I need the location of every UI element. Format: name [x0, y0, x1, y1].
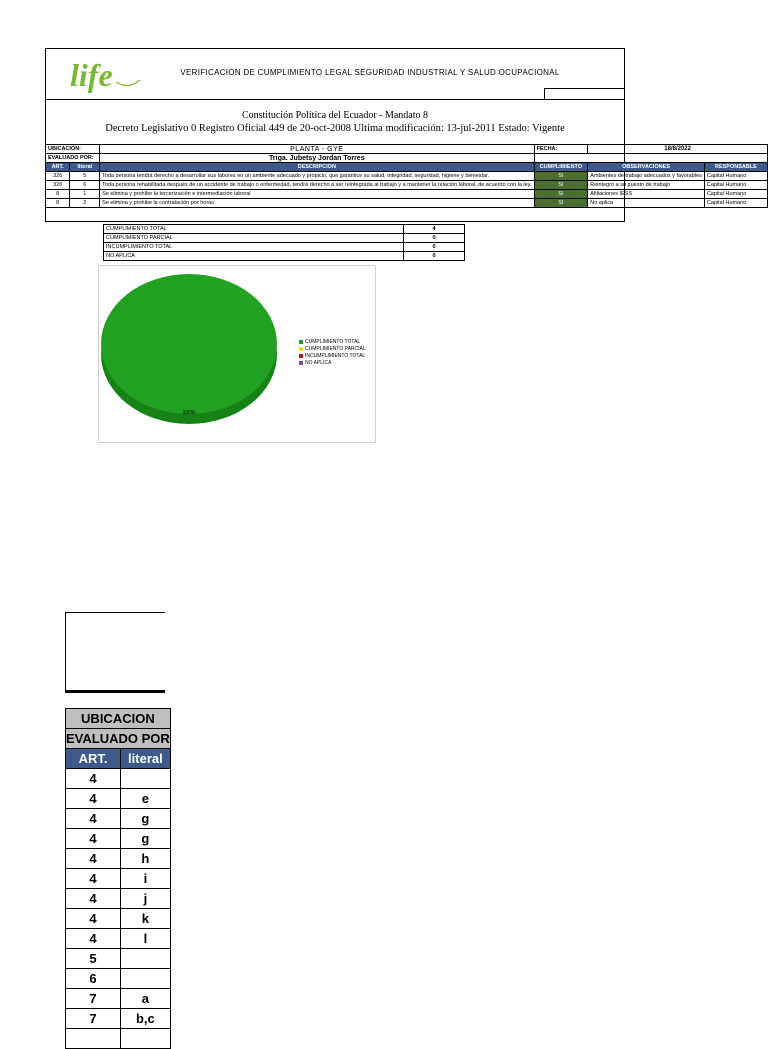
evaluado-row — [46, 154, 768, 163]
pie-slice-cumplimiento-total — [101, 274, 277, 414]
lower-row-art: 4 — [66, 869, 121, 889]
summary-value: 4 — [404, 225, 465, 234]
lower-row-art: 5 — [66, 949, 121, 969]
row-observaciones: Afiliaciones IESS — [588, 190, 705, 199]
lower-table-row — [66, 909, 171, 929]
lower-row-art: 4 — [66, 809, 121, 829]
summary-table — [103, 224, 465, 261]
col-responsable: RESPONSABLE — [704, 163, 767, 172]
legend-swatch-icon — [299, 361, 303, 365]
lower-row-literal: i — [121, 869, 171, 889]
fecha-value: 18/8/2022 — [588, 145, 768, 154]
legend-item — [299, 339, 366, 346]
summary-label: NO APLICA — [104, 252, 404, 261]
lower-row-art: 7 — [66, 989, 121, 1009]
summary-label: CUMPLIMIENTO PARCIAL — [104, 234, 404, 243]
col-literal: literal — [70, 163, 100, 172]
lower-table-row — [66, 929, 171, 949]
row-descripcion: Se elimina y prohíbe la tercerización e intermediación laboral — [100, 190, 534, 199]
lower-table-row — [66, 1029, 171, 1049]
row-observaciones: Reintegro a su puesto de trabajo — [588, 181, 705, 190]
summary-row — [104, 234, 465, 243]
lower-table-row — [66, 789, 171, 809]
legend-swatch-icon — [299, 347, 303, 351]
lower-row-literal — [121, 949, 171, 969]
document-title: VERIFICACION DE CUMPLIMIENTO LEGAL SEGURIDAD INDUSTRIAL Y SALUD OCUPACIONAL — [180, 68, 560, 77]
lower-table-row — [66, 829, 171, 849]
lower-row-literal: a — [121, 989, 171, 1009]
evaluado-blank — [534, 154, 767, 163]
lower-row-literal: l — [121, 929, 171, 949]
lower-row-art: 4 — [66, 829, 121, 849]
row-cumplimiento: SI — [534, 181, 588, 190]
pie-data-label: 100% — [182, 410, 196, 416]
lower-row-literal: j — [121, 889, 171, 909]
header-divider — [45, 99, 625, 100]
row-responsable: Capital Humano — [704, 190, 767, 199]
summary-value: 0 — [404, 234, 465, 243]
lower-row-art: 4 — [66, 889, 121, 909]
row-cumplimiento: SI — [534, 199, 588, 208]
summary-label: INCUMPLIMIENTO TOTAL — [104, 243, 404, 252]
lower-col-art: ART. — [66, 749, 121, 769]
life-logo — [66, 54, 146, 96]
legend-label: NO APLICA — [305, 360, 332, 366]
row-observaciones: No aplica — [588, 199, 705, 208]
compliance-table — [45, 144, 768, 208]
lower-ubicacion-label: UBICACION — [66, 709, 171, 729]
chart-legend — [299, 339, 366, 367]
row-descripcion: Toda persona rehabilitada después de un accidente de trabajo o enfermedad, tendrá derecho a ser reintegrada al trabajo y a mantener la relación laboral, de acuerdo con la ley. — [100, 181, 534, 190]
lower-row-literal: b,c — [121, 1009, 171, 1029]
col-descripcion: DESCRIPCION — [100, 163, 534, 172]
lower-row-art: 7 — [66, 1009, 121, 1029]
lower-evaluado-label: EVALUADO POR — [66, 729, 171, 749]
row-responsable: Capital Humano — [704, 199, 767, 208]
lower-col-literal: literal — [121, 749, 171, 769]
row-cumplimiento: SI — [534, 190, 588, 199]
table-row — [46, 172, 768, 181]
row-art: 8 — [46, 190, 70, 199]
row-observaciones: Ambientes de trabajo adecuados y favorables — [588, 172, 705, 181]
legend-item — [299, 360, 366, 367]
summary-value: 0 — [404, 243, 465, 252]
lower-table-row — [66, 1009, 171, 1029]
lower-row-literal — [121, 769, 171, 789]
row-responsable: Capital Humano — [704, 181, 767, 190]
summary-row — [104, 252, 465, 261]
lower-table — [65, 708, 171, 1049]
lower-row-art: 4 — [66, 789, 121, 809]
lower-row-literal: h — [121, 849, 171, 869]
row-art: 326 — [46, 172, 70, 181]
row-responsable: Capital Humano — [704, 172, 767, 181]
lower-table-row — [66, 809, 171, 829]
lower-table-row — [66, 989, 171, 1009]
table-header-row — [46, 163, 768, 172]
legal-source-detail: Decreto Legislativo 0 Registro Oficial 449 de 20-oct-2008 Ultima modificación: 13-jul-2011 Estado: Vigente — [105, 123, 565, 134]
legend-label: CUMPLIMIENTO TOTAL — [305, 339, 361, 345]
lower-header-row — [66, 749, 171, 769]
row-art: 8 — [46, 199, 70, 208]
lower-sheet-divider — [65, 690, 165, 693]
ubicacion-row — [46, 145, 768, 154]
row-literal: 6 — [70, 181, 100, 190]
lower-row-art: 4 — [66, 909, 121, 929]
row-literal: 5 — [70, 172, 100, 181]
lower-table-row — [66, 769, 171, 789]
summary-row — [104, 225, 465, 234]
lower-row-art — [66, 1029, 121, 1049]
lower-ubicacion-row — [66, 709, 171, 729]
lower-row-literal — [121, 969, 171, 989]
lower-table-row — [66, 869, 171, 889]
row-art: 326 — [46, 181, 70, 190]
lower-table-row — [66, 849, 171, 869]
lower-table-row — [66, 949, 171, 969]
legend-swatch-icon — [299, 340, 303, 344]
col-art: ART. — [46, 163, 70, 172]
legend-swatch-icon — [299, 354, 303, 358]
lower-table-row — [66, 889, 171, 909]
col-cumplimiento: CUMPLIMIENTO — [534, 163, 588, 172]
row-descripcion: Se elimina y prohibe la contratación por horas — [100, 199, 534, 208]
lower-sheet-header — [65, 612, 165, 692]
lower-row-literal — [121, 1029, 171, 1049]
legend-label: CUMPLIMIENTO PARCIAL — [305, 346, 366, 352]
legal-source-title: Constitución Política del Ecuador - Mandato 8 — [241, 110, 429, 121]
summary-value: 0 — [404, 252, 465, 261]
legend-item — [299, 346, 366, 353]
lower-row-literal: g — [121, 809, 171, 829]
row-cumplimiento: SI — [534, 172, 588, 181]
row-literal: 1 — [70, 190, 100, 199]
fecha-label: FECHA: — [534, 145, 588, 154]
lower-row-literal: k — [121, 909, 171, 929]
legend-item — [299, 353, 366, 360]
table-row — [46, 190, 768, 199]
table-row — [46, 199, 768, 208]
lower-row-art: 4 — [66, 769, 121, 789]
lower-table-row — [66, 969, 171, 989]
ubicacion-label: UBICACIÓN: — [46, 145, 100, 154]
evaluado-label: EVALUADO POR: — [46, 154, 100, 163]
summary-row — [104, 243, 465, 252]
lower-row-art: 4 — [66, 929, 121, 949]
evaluado-value: Triga. Jubetsy Jordan Torres — [100, 154, 534, 163]
lower-row-art: 6 — [66, 969, 121, 989]
lower-row-art: 4 — [66, 849, 121, 869]
legend-label: INCUMPLIMIENTO TOTAL — [305, 353, 366, 359]
lower-sheet-edge — [163, 612, 165, 692]
col-observaciones: OBSERVACIONES — [588, 163, 705, 172]
table-row — [46, 181, 768, 190]
lower-row-literal: e — [121, 789, 171, 809]
logo-text: life — [70, 57, 113, 93]
row-literal: 2 — [70, 199, 100, 208]
row-descripcion: Toda persona tendrá derecho a desarrollar sus labores en un ambiente adecuado y propicio, que garantice su salud, integridad, seguridad, higiene y bienestar. — [100, 172, 534, 181]
ubicacion-value: PLANTA - GYE — [100, 145, 534, 154]
summary-label: CUMPLIMIENTO TOTAL — [104, 225, 404, 234]
lower-evaluado-row — [66, 729, 171, 749]
lower-row-literal: g — [121, 829, 171, 849]
